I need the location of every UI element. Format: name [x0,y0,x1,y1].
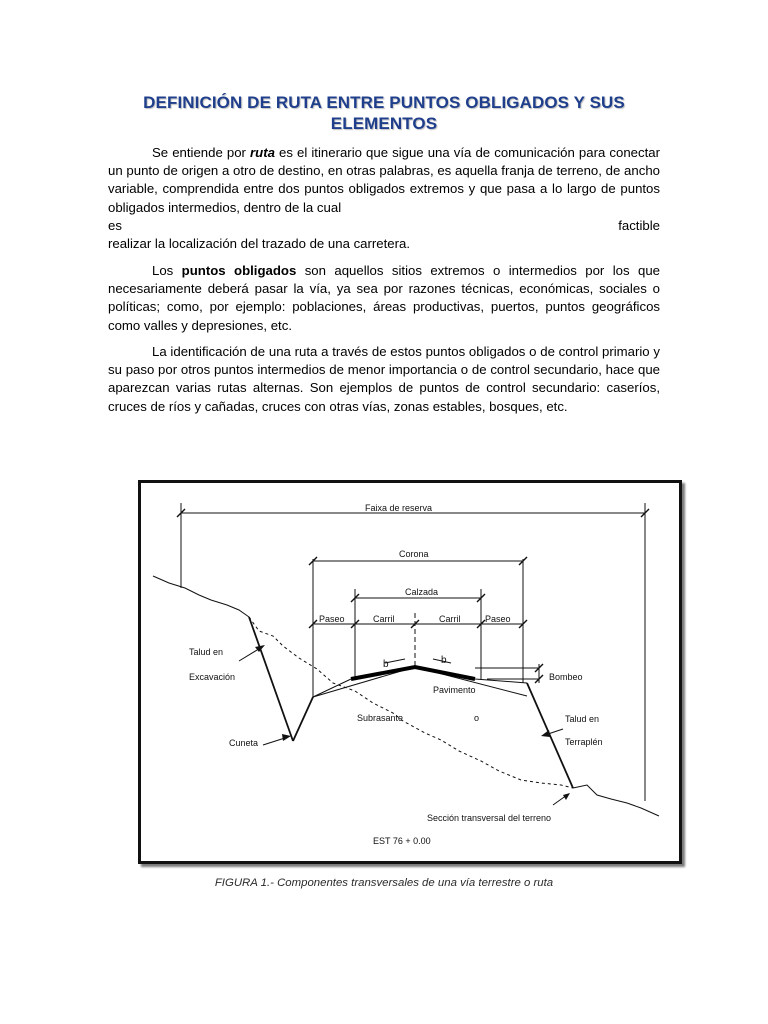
natural-ground-dashed-line [249,617,573,788]
p2-text-a: Los [152,263,182,278]
label-paseo-right: Paseo [485,614,511,624]
p3-text: La identificación de una ruta a través de estos puntos obligados o de control primario y su paso por otros puntos intermedios de menor importancia o de control secundario, hace que aparezcan varias rutas alternas. Son ejemplos de puntos de control secundario: caseríos, cruces de ríos y cañadas, cruces con otras vías, zonas estables, bosques, etc. [108,344,660,414]
title-line-2: ELEMENTOS [330,114,438,133]
p1-term-ruta: ruta [250,145,275,160]
label-corona: Corona [399,549,429,559]
p1-text-f: realizar la localización del trazado de una carretera. [108,236,411,252]
ditch-line [293,697,313,741]
label-calzada: Calzada [405,587,439,597]
fill-slope-line [527,683,573,788]
label-estacion: EST 76 + 0.00 [373,836,431,846]
label-talud-terraplen-1: Talud en [565,714,600,724]
label-pavimento: Pavimento [433,685,476,695]
label-faixa: Faixa de reserva [365,503,433,513]
cross-section-diagram [141,483,679,861]
p1-text-d: es [108,217,122,233]
label-seccion-transversal: Sección transversal del terreno [427,813,552,823]
label-subrasante: Subrasante [357,713,404,723]
terrain-line-right [573,785,659,816]
p1-text-c: es el itinerario que sigue una vía de comunicación para conectar un punto de origen a otro de destino, en otras palabras, es aquella franja de terreno, de ancho variable, comprendida entre dos puntos obligados extremos y que pasa a lo largo de puntos obligados intermedios, dentro de la cual [108,145,660,215]
label-talud-terraplen-2: Terraplén [565,737,603,747]
paragraph-identificacion [108,343,660,416]
label-talud-excavacion-1: Talud en [189,647,224,657]
cross-section-figure [138,480,682,864]
paragraph-ruta [108,144,660,253]
terrain-line-left [153,576,249,617]
p2-term-puntos-obligados: puntos obligados [181,263,297,278]
p1-split-line [108,217,660,235]
p2-text-c: son aquellos sitios extremos o intermedios por los que necesariamente deberá pasar la vía, ya sea por razones técnicas, económicas, sociales o políticas; como, por ejemplo: poblaciones, áreas productivas, puertos, puntos geográficos como valles y depresiones, etc. [108,263,660,333]
label-o: o [474,713,480,723]
label-b-left: b [383,659,389,670]
label-talud-excavacion-2: Excavación [189,672,236,682]
title-line-1: DEFINICIÓN DE RUTA ENTRE PUNTOS OBLIGADOS Y SUS [143,93,625,112]
pavement-thick-line [351,667,475,679]
label-carril-left: Carril [373,614,395,624]
document-title [108,92,660,134]
label-b-right: b [441,655,447,666]
paragraph-puntos-obligados [108,262,660,335]
label-paseo-left: Paseo [319,614,345,624]
p1-text-a: Se entiende por [152,145,251,160]
label-cuneta: Cuneta [229,738,259,748]
label-carril-right: Carril [439,614,461,624]
p1-text-e: factible [618,217,660,233]
figure-caption: FIGURA 1.- Componentes transversales de una vía terrestre o ruta [214,877,554,889]
label-bombeo: Bombeo [549,672,583,682]
road-surface-line [313,667,527,697]
